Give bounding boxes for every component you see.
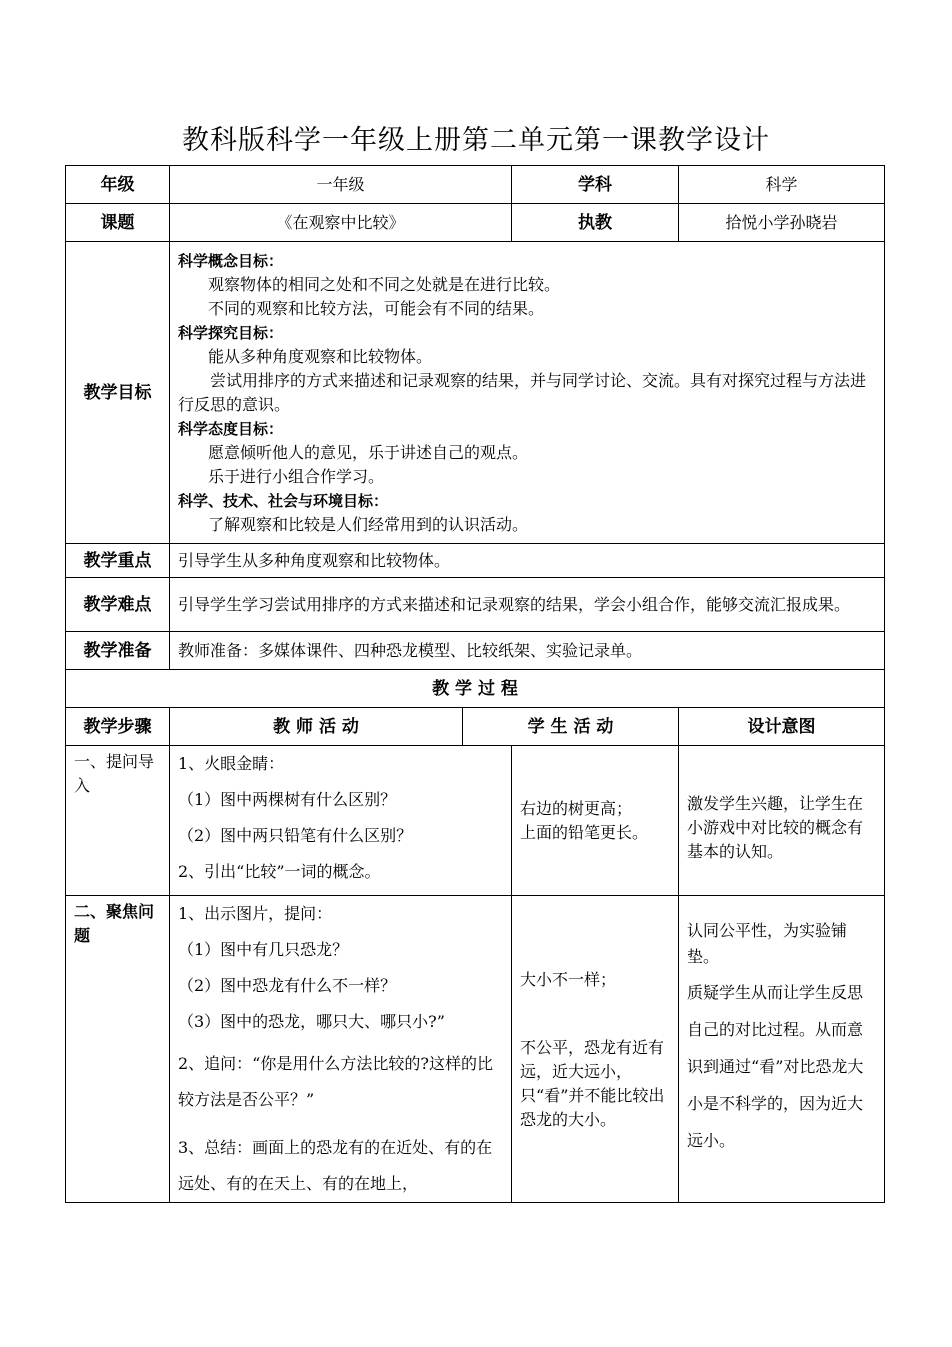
student-activity — [512, 896, 679, 1203]
preparation-text: 教师准备：多媒体课件、四种恐龙模型、比较纸架、实验记录单。 — [170, 632, 885, 670]
goals-content — [170, 242, 885, 544]
step-name — [66, 896, 170, 1203]
goal-heading: 科学、技术、社会与环境目标： — [178, 491, 389, 510]
student-activity-line: 上面的铅笔更长。 — [520, 822, 649, 842]
step-header: 教学步骤 — [66, 708, 170, 746]
key-point-text: 引导学生从多种角度观察和比较物体。 — [170, 544, 885, 578]
step-name: 一、提问导入 — [66, 746, 170, 896]
difficulty-row — [66, 578, 885, 632]
teacher-activity-line: （1）图中两棵树有什么区别？ — [178, 790, 397, 809]
page-title: 教科版科学一年级上册第二单元第一课教学设计 — [182, 125, 770, 156]
goal-line: 尝试用排序的方式来描述和记录观察的结果，并与同学讨论、交流。具有对探究过程与方法进行反思的意识。 — [178, 370, 867, 414]
goal-line: 了解观察和比较是人们经常用到的认识活动。 — [208, 514, 529, 534]
grade-label: 年级 — [66, 166, 170, 204]
subject-value: 科学 — [679, 166, 885, 204]
topic-label: 课题 — [66, 204, 170, 242]
teacher-activity-header: 教 师 活 动 — [170, 708, 463, 746]
teacher-activity-line: （3）图中的恐龙，哪只大、哪只小?” — [178, 1012, 445, 1031]
teacher-value: 拾悦小学孙晓岩 — [679, 204, 885, 242]
subject-label: 学科 — [512, 166, 679, 204]
student-activity-header: 学 生 活 动 — [463, 708, 679, 746]
student-activity-line: 不公平，恐龙有近有远，近大远小，只“看”并不能比较出恐龙的大小。 — [520, 1038, 665, 1129]
teacher-activity-line: 2、追问：“你是用什么方法比较的?这样的比较方法是否公平？” — [178, 1054, 493, 1109]
goals-row — [66, 242, 885, 544]
goal-line: 不同的观察和比较方法，可能会有不同的结果。 — [208, 298, 545, 318]
process-title: 教 学 过 程 — [66, 670, 885, 708]
key-point-label: 教学重点 — [66, 544, 170, 578]
teacher-activity — [170, 896, 512, 1203]
teacher-activity-line: 2、引出“比较”一词的概念。 — [178, 862, 381, 881]
lesson-plan-table — [65, 165, 885, 1203]
teacher-activity-line: （2）图中两只铅笔有什么区别？ — [178, 826, 413, 845]
process-title-row — [66, 670, 885, 708]
design-intent — [679, 896, 885, 1203]
difficulty-text: 引导学生学习尝试用排序的方式来描述和记录观察的结果，学会小组合作，能够交流汇报成果。 — [170, 578, 885, 632]
goal-line: 乐于进行小组合作学习。 — [208, 466, 385, 486]
goal-line: 观察物体的相同之处和不同之处就是在进行比较。 — [208, 274, 561, 294]
preparation-row — [66, 632, 885, 670]
design-intent: 激发学生兴趣，让学生在小游戏中对比较的概念有基本的认知。 — [679, 746, 885, 896]
goal-heading: 科学探究目标： — [178, 323, 284, 342]
process-header-row — [66, 708, 885, 746]
grade-value: 一年级 — [170, 166, 512, 204]
design-intent-line: 认同公平性，为实验铺垫。 — [687, 921, 848, 966]
teacher-activity-line: 1、出示图片，提问： — [178, 904, 333, 923]
step-name-text: 二、聚焦问题 — [74, 902, 155, 945]
teacher-activity-line: （1）图中有几只恐龙？ — [178, 940, 349, 959]
preparation-label: 教学准备 — [66, 632, 170, 670]
goals-label: 教学目标 — [66, 242, 170, 544]
teacher-label: 执教 — [512, 204, 679, 242]
topic-row — [66, 204, 885, 242]
difficulty-label: 教学难点 — [66, 578, 170, 632]
student-activity-line: 大小不一样； — [520, 970, 617, 989]
student-activity — [512, 746, 679, 896]
key-point-row — [66, 544, 885, 578]
goal-heading: 科学概念目标： — [178, 251, 284, 270]
design-intent-header: 设计意图 — [679, 708, 885, 746]
topic-value: 《在观察中比较》 — [170, 204, 512, 242]
goal-heading: 科学态度目标： — [178, 419, 284, 438]
teacher-activity-line: （2）图中恐龙有什么不一样？ — [178, 976, 397, 995]
student-activity-line: 右边的树更高； — [520, 798, 633, 818]
step-row — [66, 746, 885, 896]
grade-row — [66, 166, 885, 204]
goal-line: 能从多种角度观察和比较物体。 — [208, 346, 433, 366]
teacher-activity-line: 3、总结：画面上的恐龙有的在近处、有的在远处、有的在天上、有的在地上， — [178, 1138, 493, 1193]
design-intent-line: 质疑学生从而让学生反思自己的对比过程。从而意识到通过“看”对比恐龙大小是不科学的，因为近大远小。 — [687, 983, 864, 1150]
goal-line: 愿意倾听他人的意见，乐于讲述自己的观点。 — [208, 442, 529, 462]
teacher-activity — [170, 746, 512, 896]
step-row — [66, 896, 885, 1203]
teacher-activity-line: 1、火眼金睛： — [178, 754, 285, 773]
